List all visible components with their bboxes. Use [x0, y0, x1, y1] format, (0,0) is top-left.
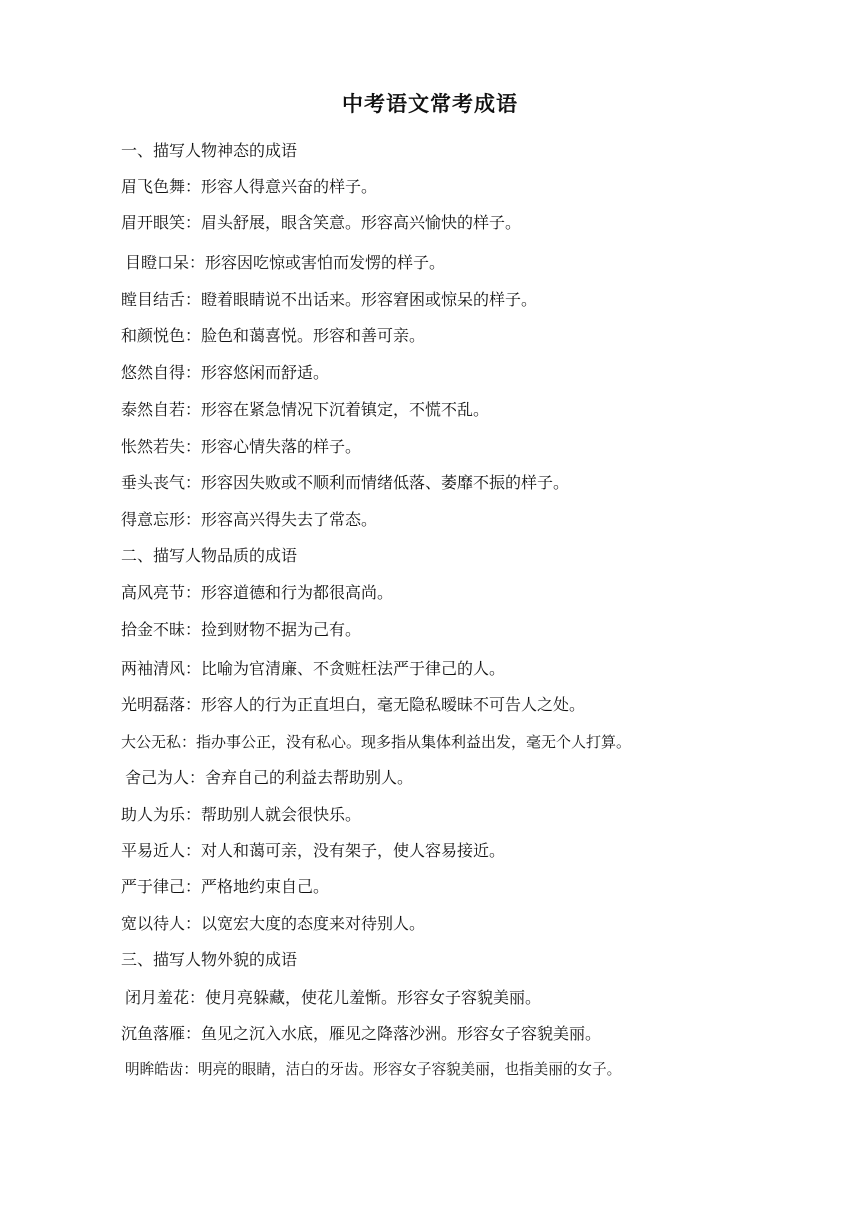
idiom-entry: 平易近人：对人和蔼可亲，没有架子，使人容易接近。: [121, 841, 506, 860]
idiom-entry: 高风亮节：形容道德和行为都很高尚。: [121, 583, 394, 602]
idiom-entry: 助人为乐：帮助别人就会很快乐。: [121, 805, 362, 824]
idiom-entry: 悠然自得：形容悠闲而舒适。: [121, 363, 330, 382]
idiom-entry: 泰然自若：形容在紧急情况下沉着镇定，不慌不乱。: [121, 400, 490, 419]
idiom-entry: 宽以待人：以宽宏大度的态度来对待别人。: [121, 914, 426, 933]
section-heading-expression: 一、描写人物神态的成语: [121, 141, 298, 160]
idiom-entry: 瞠目结舌：瞪着眼睛说不出话来。形容窘困或惊呆的样子。: [121, 290, 538, 309]
idiom-entry: 严于律己：严格地约束自己。: [121, 877, 330, 896]
idiom-entry: 光明磊落：形容人的行为正直坦白，毫无隐私暧昧不可告人之处。: [121, 695, 586, 714]
idiom-entry: 舍己为人：舍弃自己的利益去帮助别人。: [125, 768, 414, 787]
idiom-entry: 眉飞色舞：形容人得意兴奋的样子。: [121, 177, 378, 196]
section-heading-character: 二、描写人物品质的成语: [121, 546, 298, 565]
idiom-entry: 得意忘形：形容高兴得失去了常态。: [121, 510, 378, 529]
page-title: 中考语文常考成语: [342, 92, 518, 116]
idiom-entry: 拾金不昧：捡到财物不据为己有。: [121, 620, 362, 639]
idiom-entry: 眉开眼笑：眉头舒展，眼含笑意。形容高兴愉快的样子。: [121, 213, 522, 232]
idiom-entry: 目瞪口呆：形容因吃惊或害怕而发愣的样子。: [125, 253, 446, 272]
section-heading-appearance: 三、描写人物外貌的成语: [121, 950, 298, 969]
idiom-entry: 大公无私：指办事公正，没有私心。现多指从集体利益出发，毫无个人打算。: [121, 733, 632, 751]
idiom-entry: 闭月羞花：使月亮躲藏，使花儿羞惭。形容女子容貌美丽。: [125, 988, 542, 1007]
idiom-entry: 两袖清风：比喻为官清廉、不贪赃枉法严于律己的人。: [121, 659, 506, 678]
idiom-entry: 沉鱼落雁：鱼见之沉入水底，雁见之降落沙洲。形容女子容貌美丽。: [121, 1024, 602, 1043]
idiom-entry: 明眸皓齿：明亮的眼睛，洁白的牙齿。形容女子容貌美丽，也指美丽的女子。: [125, 1061, 622, 1078]
idiom-entry: 和颜悦色：脸色和蔼喜悦。形容和善可亲。: [121, 326, 426, 345]
idiom-entry: 垂头丧气：形容因失败或不顺利而情绪低落、萎靡不振的样子。: [121, 473, 570, 492]
idiom-entry: 怅然若失：形容心情失落的样子。: [121, 437, 362, 456]
